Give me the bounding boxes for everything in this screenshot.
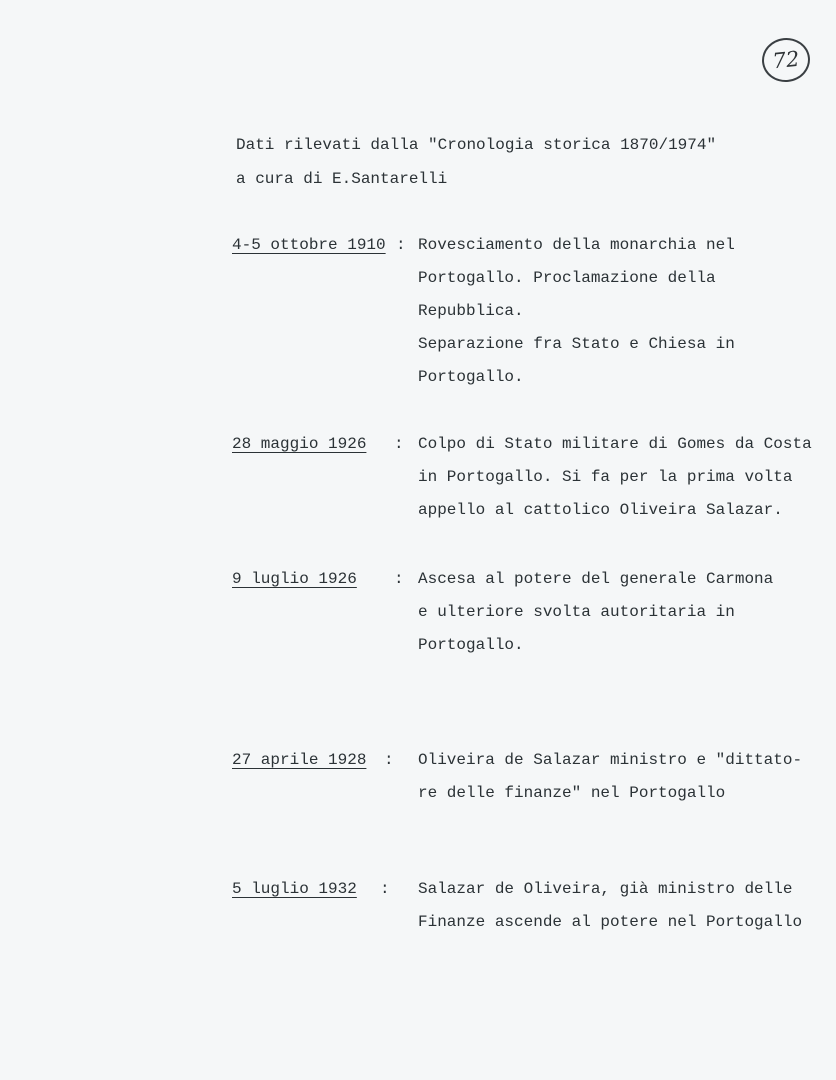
entry-description <box>418 234 735 399</box>
entry-description <box>418 878 802 944</box>
header-line-source: Dati rilevati dalla "Cronologia storica 1870/1974" <box>236 136 717 154</box>
description-line: Rovesciamento della monarchia nel <box>418 236 735 254</box>
entry-separator: : <box>384 751 394 769</box>
description-line: Portogallo. <box>418 636 524 654</box>
entry-description <box>418 433 812 532</box>
header-line-editor: a cura di E.Santarelli <box>236 170 448 188</box>
description-line: Ascesa al potere del generale Carmona <box>418 570 774 588</box>
entry-separator: : <box>394 570 404 588</box>
description-line: in Portogallo. Si fa per la prima volta <box>418 468 793 486</box>
description-line: e ulteriore svolta autoritaria in <box>418 603 735 621</box>
entry-separator: : <box>380 880 390 898</box>
description-line: Oliveira de Salazar ministro e "dittato- <box>418 751 803 769</box>
description-line: Repubblica. <box>418 302 524 320</box>
description-line: Colpo di Stato militare di Gomes da Costa <box>418 435 812 453</box>
entry-date: 27 aprile 1928 <box>232 751 367 769</box>
description-line: re delle finanze" nel Portogallo <box>418 784 726 802</box>
entry-separator: : <box>396 236 406 254</box>
entry-date: 4-5 ottobre 1910 <box>232 236 386 254</box>
entry-date: 5 luglio 1932 <box>232 880 357 898</box>
description-line: Finanze ascende al potere nel Portogallo <box>418 913 803 931</box>
entry-description <box>418 749 802 815</box>
page-number-stamp: 72 <box>760 36 812 85</box>
description-line: appello al cattolico Oliveira Salazar. <box>418 501 783 519</box>
entry-separator: : <box>394 435 404 453</box>
description-line: Separazione fra Stato e Chiesa in <box>418 335 735 353</box>
description-line: Salazar de Oliveira, già ministro delle <box>418 880 793 898</box>
description-line: Portogallo. <box>418 368 524 386</box>
document-header <box>236 134 716 202</box>
entry-date: 28 maggio 1926 <box>232 435 367 453</box>
entry-date: 9 luglio 1926 <box>232 570 357 588</box>
entry-description <box>418 568 773 667</box>
description-line: Portogallo. Proclamazione della <box>418 269 716 287</box>
